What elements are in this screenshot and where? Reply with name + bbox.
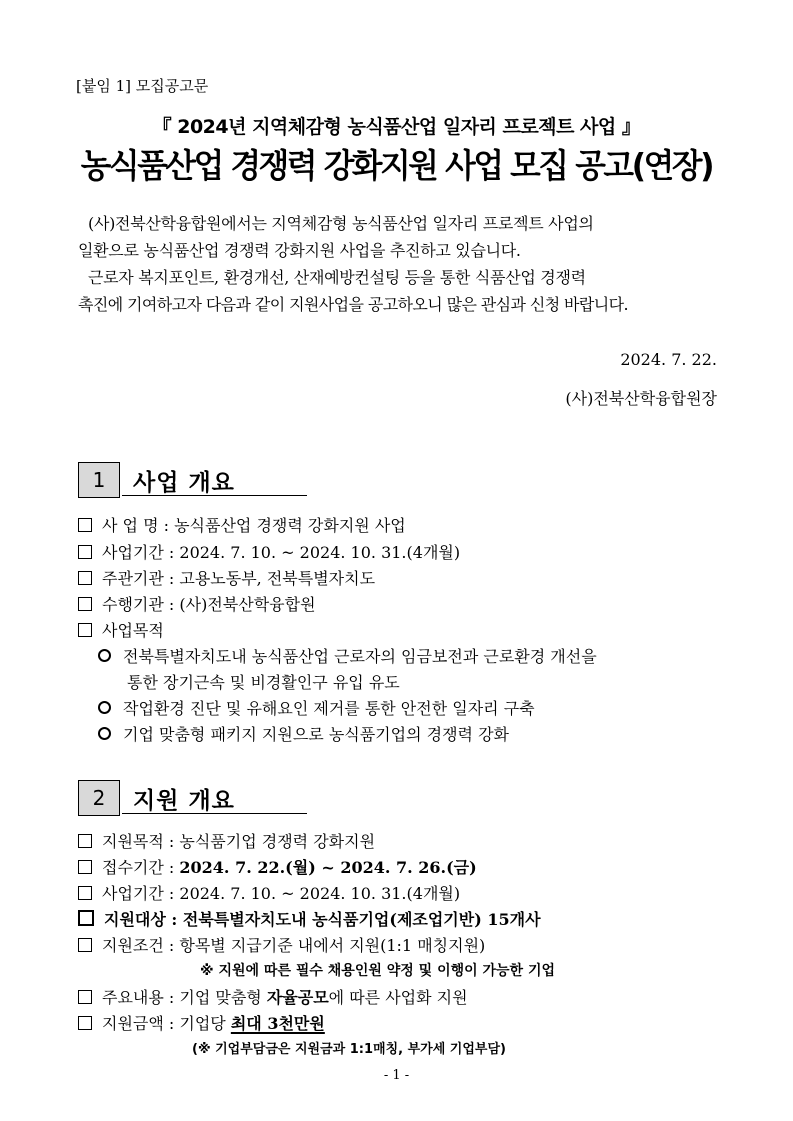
s2-amount-bold: 최대 3천만원: [230, 1014, 325, 1033]
checkbox-icon: [78, 990, 92, 1004]
purpose-1-text: 전북특별자치도내 농식품산업 근로자의 임금보전과 근로환경 개선을: [123, 647, 597, 666]
s2-item-period: [78, 881, 460, 904]
s1-item-executor: [78, 592, 316, 615]
announcement-date: 2024. 7. 22.: [620, 350, 717, 369]
s1-item-period-text: 사업기간 : 2024. 7. 10. ~ 2024. 10. 31.(4개월): [102, 543, 461, 562]
s2-item-purpose: [78, 829, 375, 852]
intro-p2-line2: 촉진에 기여하고자 다음과 같이 지원사업을 공고하오니 많은 관심과 신청 바랍니다.: [78, 295, 628, 314]
circle-bullet-icon: [98, 649, 111, 662]
s2-item-condition-text: 지원조건 : 항목별 지급기준 내에서 지원(1:1 매칭지원): [102, 936, 486, 955]
purpose-1-line1: [98, 644, 597, 667]
s1-item-purpose-text: 사업목적: [102, 621, 164, 640]
s2-item-condition: [78, 933, 485, 956]
section-2-title: 지원 개요: [133, 788, 235, 814]
s2-item-reception: [78, 855, 477, 878]
document-title: 농식품산업 경쟁력 강화지원 사업 모집 공고(연장): [80, 146, 713, 185]
signature: (사)전북산학융합원장: [565, 389, 717, 408]
s2-reception-label: 접수기간 :: [102, 858, 180, 877]
checkbox-icon: [78, 860, 92, 874]
checkbox-icon: [78, 910, 94, 926]
s2-item-period-text: 사업기간 : 2024. 7. 10. ~ 2024. 10. 31.(4개월): [102, 884, 461, 903]
checkbox-icon: [78, 571, 92, 585]
checkbox-icon: [78, 623, 92, 637]
s1-item-executor-text: 수행기관 : (사)전북산학융합원: [102, 595, 316, 614]
section-2-number: 2: [78, 780, 120, 816]
s1-item-period: [78, 540, 460, 563]
purpose-1-line2: 통한 장기근속 및 비경활인구 유입 유도: [127, 673, 400, 692]
checkbox-icon: [78, 1016, 92, 1030]
document-subtitle: 『 2024년 지역체감형 농식품산업 일자리 프로젝트 사업 』: [152, 116, 641, 138]
s1-item-organizer: [78, 566, 375, 589]
page-number: - 1 -: [383, 1068, 410, 1083]
checkbox-icon: [78, 834, 92, 848]
s1-item-name: [78, 513, 406, 536]
s2-item-target: [78, 907, 541, 930]
s2-item-amount: [78, 1011, 325, 1034]
section-1-title: 사업 개요: [133, 470, 235, 496]
checkbox-icon: [78, 518, 92, 532]
purpose-2-text: 작업환경 진단 및 유해요인 제거를 통한 안전한 일자리 구축: [123, 699, 535, 718]
s2-content-pre: 주요내용 : 기업 맞춤형: [102, 988, 267, 1007]
intro-p1-line2: 일환으로 농식품산업 경쟁력 강화지원 사업을 추진하고 있습니다.: [78, 241, 521, 260]
checkbox-icon: [78, 597, 92, 611]
section-1-underline: [122, 495, 307, 496]
checkbox-icon: [78, 545, 92, 559]
s1-item-organizer-text: 주관기관 : 고용노동부, 전북특별자치도: [102, 569, 376, 588]
intro-p1-line1: (사)전북산학융합원에서는 지역체감형 농식품산업 일자리 프로젝트 사업의: [88, 214, 594, 233]
purpose-3: [98, 722, 509, 745]
purpose-3-text: 기업 맞춤형 패키지 지원으로 농식품기업의 경쟁력 강화: [123, 725, 510, 744]
checkbox-icon: [78, 938, 92, 952]
s2-content-bold: 자율공모: [266, 988, 329, 1007]
s1-item-name-text: 사 업 명 : 농식품산업 경쟁력 강화지원 사업: [102, 516, 406, 535]
intro-p2-line1: 근로자 복지포인트, 환경개선, 산재예방컨설팅 등을 통한 식품산업 경쟁력: [88, 268, 586, 287]
s2-content-post: 에 따른 사업화 지원: [328, 988, 468, 1007]
circle-bullet-icon: [98, 701, 111, 714]
s2-reception-value: 2024. 7. 22.(월) ~ 2024. 7. 26.(금): [179, 858, 477, 877]
circle-bullet-icon: [98, 727, 111, 740]
s2-amount-pre: 지원금액 : 기업당: [102, 1014, 231, 1033]
attachment-label: [붙임 1] 모집공고문: [76, 77, 209, 95]
s2-condition-note: ※ 지원에 따른 필수 채용인원 약정 및 이행이 가능한 기업: [200, 963, 556, 979]
section-2-underline: [122, 813, 307, 814]
section-1-number: 1: [78, 462, 120, 498]
purpose-2: [98, 696, 535, 719]
s2-amount-note: (※ 기업부담금은 지원금과 1:1매칭, 부가세 기업부담): [192, 1042, 506, 1057]
s1-item-purpose: [78, 618, 164, 641]
checkbox-icon: [78, 886, 92, 900]
s2-item-content: [78, 985, 468, 1008]
s2-item-target-text: 지원대상 : 전북특별자치도내 농식품기업(제조업기반) 15개사: [104, 910, 541, 929]
s2-item-purpose-text: 지원목적 : 농식품기업 경쟁력 강화지원: [102, 832, 376, 851]
